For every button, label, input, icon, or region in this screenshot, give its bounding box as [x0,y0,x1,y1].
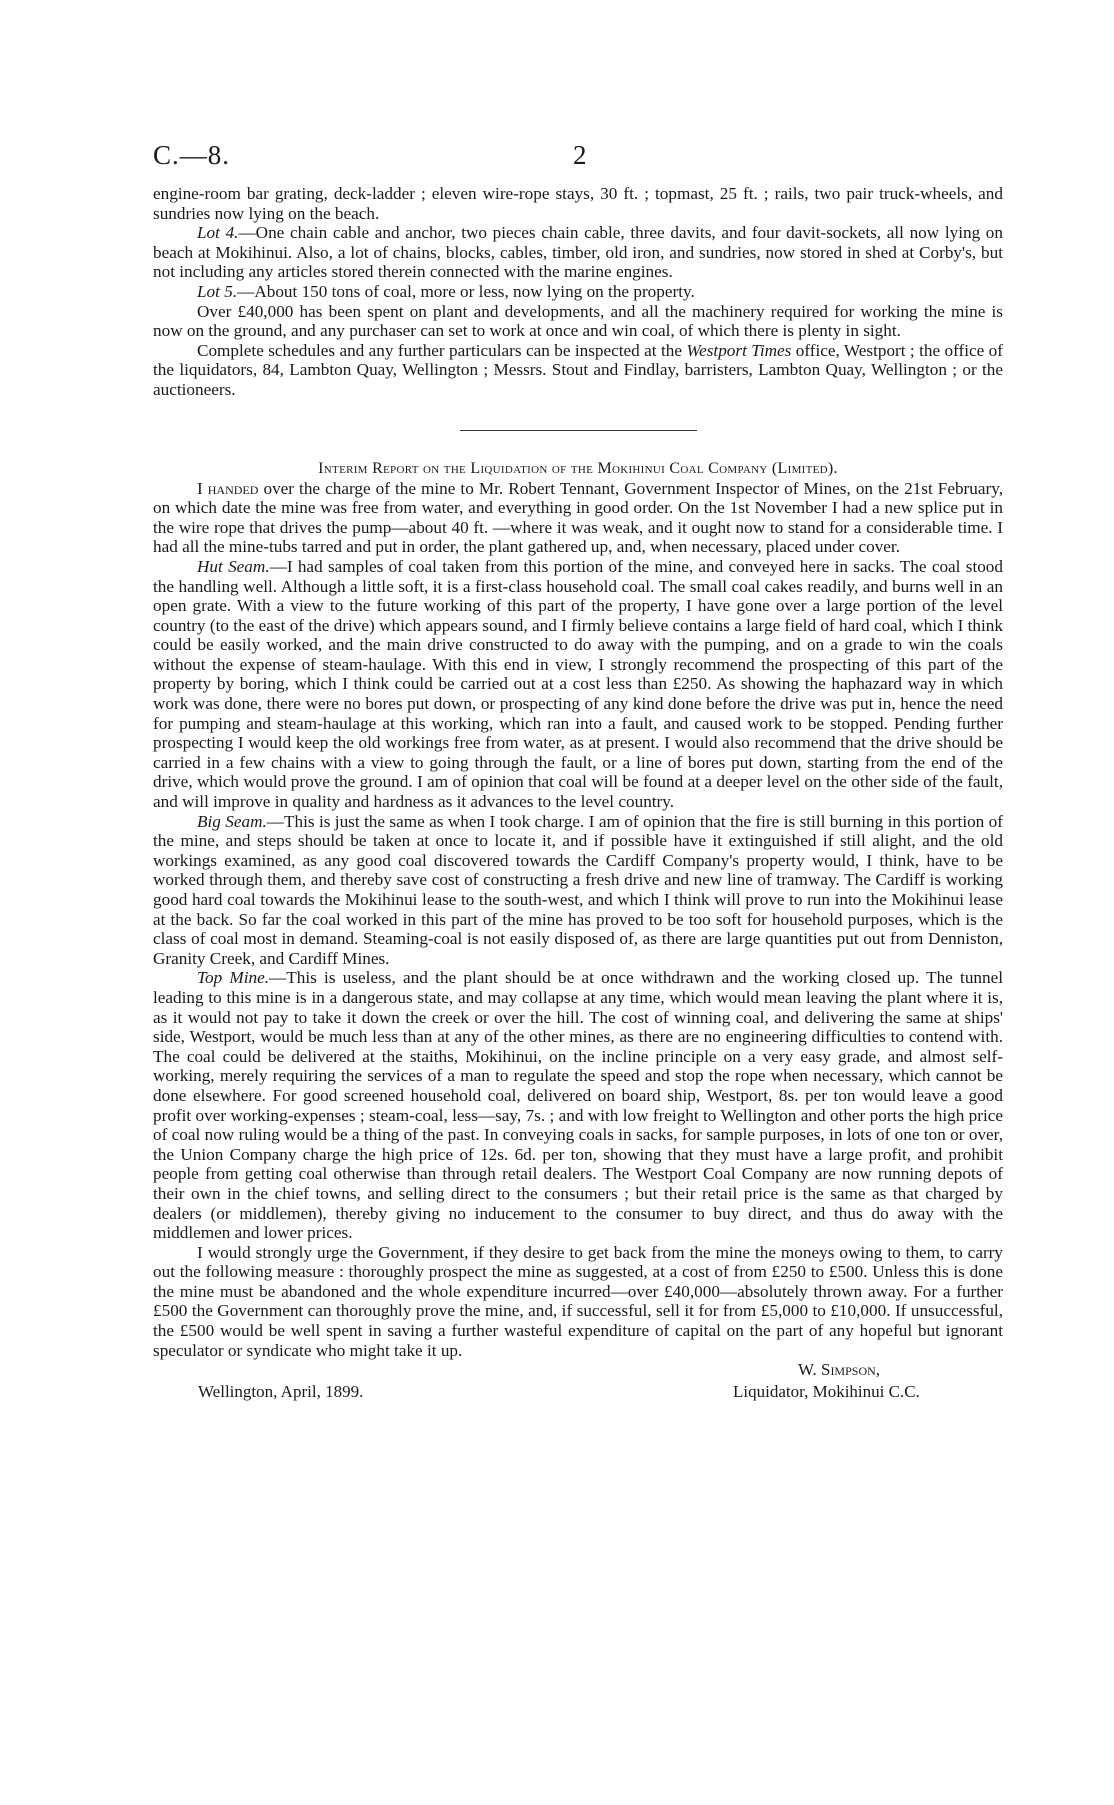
top-mine-label: Top Mine. [197,968,270,988]
big-seam-label: Big Seam. [197,811,267,831]
intro-lead-words: I handed [197,478,259,498]
signature-block [153,1360,1003,1404]
lot4-paragraph [153,223,1003,282]
signatory-role: Liquidator, Mokihinui C.C. [733,1382,920,1402]
top-mine-text: —This is useless, and the plant should be at once withdrawn and the working closed up. The tunnel leading to this mine is in a dangerous state, and may collapse at any time, which would mean leaving the plant where it is, as it would not pay to take it down the creek or over the hill. The cost of winning coal, and delivering the same at ships' side, Westport, would be much less than at any of the other mines, as there are no engineering difficulties to contend with. The coal could be delivered at the staiths, Mokihinui, on the incline principle on a very easy grade, and almost self-working, merely requiring the services of a man to regulate the speed and stop the rope when necessary, which cannot be done elsewhere. For good screened household coal, delivered on board ship, Westport, 8s. per ton would leave a good profit over working-expenses ; steam-coal, less—say, 7s. ; and with low freight to Wellington and other ports the high price of coal now ruling would be a thing of the past. In conveying coals in sacks, for sample purposes, in lots of one ton or over, the Union Company charge the high price of 12s. 6d. per ton, showing that they must have a large profit, and prohibit people from getting coal otherwise than through retail dealers. The Westport Coal Company are now running depots of their own in the chief towns, and selling direct to the consumers ; but their retail price is the same as that charged by dealers (or middlemen), thereby giving no inducement to the consumer to buy direct, and thus do away with the middlemen and lower prices. [153,968,1004,1243]
big-seam-text: —This is just the same as when I took charge. I am of opinion that the fire is still burning in this portion of the mine, and steps should be taken at once to locate it, and if possible have it extinguished if still alight, and the old workings examined, as any good coal discovered towards the Cardiff Company's property would, I think, have to be worked through them, and thereby save cost of constructing a fresh drive and new line of tramway. The Cardiff is working good hard coal towards the Mokihinui lease to the south-west, and which I think will prove to run into the Mokihinui lease at the back. So far the coal worked in this part of the mine has proved to be too soft for household purposes, which is the class of coal most in demand. Steaming-coal is not easily disposed of, as there are large quantities put out from Denniston, Granity Creek, and Cardiff Mines. [153,811,1003,968]
lot5-paragraph [153,282,1003,302]
section-divider [460,430,697,431]
lot3-continuation: engine-room bar grating, deck-ladder ; eleven wire-rope stays, 30 ft. ; topmast, 25 ft. ; rails, two pair truck-wheels, and sundries now lying on the beach. [153,184,1003,223]
schedules-paragraph [153,341,1003,400]
place-and-date: Wellington, April, 1899. [198,1382,364,1402]
lot4-text: —One chain cable and anchor, two pieces chain cable, three davits, and four davit-sockets, all now lying on beach at Mokihinui. Also, a lot of chains, blocks, cables, timber, old iron, and sundries, now stored in shed at Corby's, but not including any articles stored therein connected with the marine engines. [153,223,1003,282]
top-mine-paragraph [153,968,1003,1242]
report-title: Interim Report on the Liquidation of the Mokihinui Coal Company (Limited). [318,459,838,477]
hut-seam-label: Hut Seam. [197,556,270,576]
page-header [153,140,1003,184]
document-page [153,140,1003,1404]
report-intro-paragraph [153,479,1003,557]
lot5-text: —About 150 tons of coal, more or less, now lying on the property. [237,281,695,301]
hut-seam-text: —I had samples of coal taken from this portion of the mine, and conveyed here in sacks. The coal stood the handling well. Although a little soft, it is a first-class household coal. The small coal cakes readily, and burns well in an open grate. With a view to the future working of this part of the property, I have gone over a large portion of the level country (to the east of the drive) which appears sound, and I firmly believe contains a large field of hard coal, which I think could be easily worked, and the main drive constructed to do away with the pumping, and on a grade to win the coals without the expense of steam-haulage. With this end in view, I strongly recommend the prospecting of this part of the property by boring, which I think could be carried out at a cost less than £250. As showing the haphazard way in which work was done, there were no bores put down, or prospecting of any kind done before the drive was put in, hence the need for pumping and steam-haulage at this working, which ran into a fault, and caused work to be stopped. Pending further prospecting I would keep the old workings free from water, as at present. I would also recommend that the drive should be carried in a few chains with a view to going through the fault, or a line of bores put down, starting from the end of the drive, which would prove the ground. I am of opinion that coal will be found at a deeper level on the other side of the fault, and will improve in quality and hardness as it advances to the level country. [153,556,1003,812]
lot4-label: Lot 4. [197,223,239,243]
expenditure-paragraph: Over £40,000 has been spent on plant and developments, and all the machinery required for working the mine is now on the ground, and any purchaser can set to work at once and win coal, of which there is plenty in sight. [153,301,1003,341]
newspaper-name: Westport Times [686,340,792,360]
document-reference: C.—8. [153,140,231,170]
lot5-label: Lot 5. [197,281,238,301]
schedules-text-a: Complete schedules and any further particulars can be inspected at the [197,340,687,360]
signatory-name: W. Simpson, [798,1360,881,1380]
schedules-text-b: office, Westport ; the office of the liquidators, 84, Lambton Quay, Wellington ; Messrs. Stout and Findlay, barristers, Lambton Quay, Wellington ; or the auctioneers. [153,340,1003,399]
page-number: 2 [573,140,587,170]
intro-text: over the charge of the mine to Mr. Robert Tennant, Government Inspector of Mines, on the 21st February, on which date the mine was free from water, and everything in good order. On the 1st November I had a new splice put in the wire rope that drives the pump—about 40 ft. —where it was weak, and it ought now to stand for a considerable time. I had all the mine-tubs tarred and put in order, the plant gathered up, and, when necessary, placed under cover. [153,478,1004,557]
hut-seam-paragraph [153,557,1003,812]
recommendation-paragraph: I would strongly urge the Government, if they desire to get back from the mine the moneys owing to them, to carry out the following measure : thoroughly prospect the mine as suggested, at a cost of from £250 to £500. Unless this is done the mine must be abandoned and the whole expenditure incurred—over £40,000—absolutely thrown away. For a further £500 the Government can thoroughly prove the mine, and, if successful, sell it for from £5,000 to £10,000. If unsuccessful, the £500 would be well spent in saving a further wasteful expenditure of capital on the part of any hopeful but ignorant speculator or syndicate who might take it up. [153,1242,1003,1360]
big-seam-paragraph [153,812,1003,969]
